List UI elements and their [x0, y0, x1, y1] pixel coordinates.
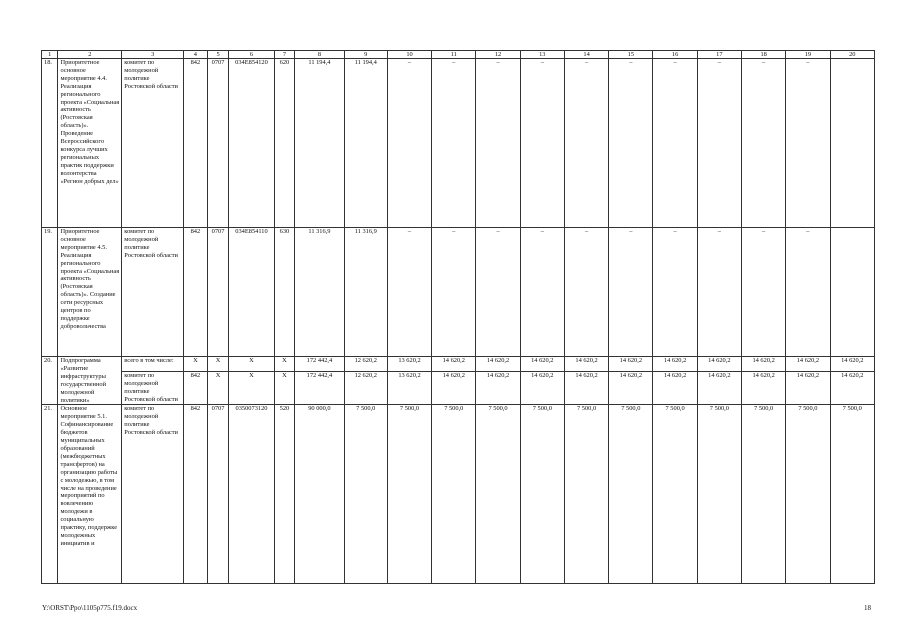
value-cell	[830, 59, 874, 228]
value-cell: 14 620,2	[476, 357, 520, 372]
table-row	[42, 59, 875, 228]
col-header: 12	[476, 51, 520, 59]
budget-table	[41, 50, 875, 584]
col-header: 19	[786, 51, 830, 59]
page-number: 18	[864, 604, 871, 612]
row-number: 18.	[42, 59, 58, 228]
value-cell: 12 620,2	[344, 357, 387, 372]
value-cell: 7 500,0	[520, 405, 564, 584]
col-header: 14	[564, 51, 608, 59]
value-cell: –	[742, 228, 786, 357]
col-header: 7	[274, 51, 295, 59]
rzpr-code: 0707	[207, 59, 229, 228]
value-cell: –	[786, 228, 830, 357]
value-cell: 14 620,2	[742, 372, 786, 405]
col-header: 2	[58, 51, 122, 59]
csr-code: X	[229, 357, 274, 372]
vr-code: 630	[274, 228, 295, 357]
value-cell: 7 500,0	[609, 405, 653, 584]
value-cell: 14 620,2	[564, 372, 608, 405]
value-cell: 14 620,2	[609, 372, 653, 405]
header-row	[42, 51, 875, 59]
value-cell: 172 442,4	[295, 372, 344, 405]
value-cell: –	[520, 59, 564, 228]
table-row	[42, 357, 875, 372]
vr-code: X	[274, 357, 295, 372]
table-row	[42, 372, 875, 405]
value-cell: –	[609, 59, 653, 228]
csr-code: 034E854120	[229, 59, 274, 228]
rzpr-code: 0707	[207, 405, 229, 584]
col-header: 11	[432, 51, 476, 59]
grbs-code: X	[184, 357, 208, 372]
value-cell: –	[742, 59, 786, 228]
grbs-code: 842	[184, 59, 208, 228]
value-cell: 90 000,0	[295, 405, 344, 584]
value-cell: 14 620,2	[432, 372, 476, 405]
value-cell: 7 500,0	[742, 405, 786, 584]
value-cell: –	[786, 59, 830, 228]
vr-code: X	[274, 372, 295, 405]
vr-code: 620	[274, 59, 295, 228]
value-cell: 14 620,2	[432, 357, 476, 372]
file-path: Y:\ORST\Ppo\1105p775.f19.docx	[42, 604, 138, 612]
grbs-code: 842	[184, 228, 208, 357]
value-cell: –	[387, 228, 431, 357]
measure-name: Подпрограмма «Развитие инфраструктуры государственной молодежной политики»	[58, 357, 122, 405]
col-header: 17	[697, 51, 741, 59]
value-cell: 7 500,0	[476, 405, 520, 584]
col-header: 16	[653, 51, 697, 59]
value-cell: 13 620,2	[387, 357, 431, 372]
value-cell: –	[476, 59, 520, 228]
value-cell: 14 620,2	[786, 357, 830, 372]
row-number: 21.	[42, 405, 58, 584]
executor: всего в том числе:	[122, 357, 184, 372]
value-cell: 14 620,2	[786, 372, 830, 405]
value-cell: 13 620,2	[387, 372, 431, 405]
value-cell: –	[432, 59, 476, 228]
value-cell: 14 620,2	[520, 372, 564, 405]
value-cell: 11 194,4	[295, 59, 344, 228]
row-number: 20.	[42, 357, 58, 405]
value-cell: 7 500,0	[432, 405, 476, 584]
vr-code: 520	[274, 405, 295, 584]
table-row	[42, 405, 875, 584]
csr-code: 0350073120	[229, 405, 274, 584]
value-cell: –	[432, 228, 476, 357]
col-header: 3	[122, 51, 184, 59]
col-header: 6	[229, 51, 274, 59]
col-header: 10	[387, 51, 431, 59]
value-cell: 14 620,2	[564, 357, 608, 372]
col-header: 20	[830, 51, 874, 59]
col-header: 18	[742, 51, 786, 59]
value-cell: –	[697, 228, 741, 357]
value-cell: 14 620,2	[520, 357, 564, 372]
grbs-code: 842	[184, 372, 208, 405]
value-cell: 172 442,4	[295, 357, 344, 372]
table-row	[42, 228, 875, 357]
csr-code: 034E854110	[229, 228, 274, 357]
value-cell: 14 620,2	[653, 357, 697, 372]
col-header: 1	[42, 51, 58, 59]
col-header: 15	[609, 51, 653, 59]
value-cell: 14 620,2	[830, 357, 874, 372]
col-header: 8	[295, 51, 344, 59]
grbs-code: 842	[184, 405, 208, 584]
executor: комитет по молодежной политике Ростовской области	[122, 228, 184, 357]
value-cell: –	[476, 228, 520, 357]
value-cell: 11 316,9	[344, 228, 387, 357]
rzpr-code: X	[207, 372, 229, 405]
value-cell: 14 620,2	[697, 357, 741, 372]
measure-name: Приоритетное основное мероприятие 4.4. Реализация регионального проекта «Социальная активность (Ростовская область)». Проведение Всероссийского конкурса лучших региональных практик поддержки волонтерства «Регион добрых дел»	[58, 59, 122, 228]
value-cell: 14 620,2	[653, 372, 697, 405]
value-cell: 12 620,2	[344, 372, 387, 405]
value-cell: 7 500,0	[830, 405, 874, 584]
value-cell: 7 500,0	[653, 405, 697, 584]
rzpr-code: 0707	[207, 228, 229, 357]
executor: комитет по молодежной политике Ростовской области	[122, 372, 184, 405]
value-cell: –	[564, 228, 608, 357]
value-cell: 7 500,0	[564, 405, 608, 584]
value-cell: –	[609, 228, 653, 357]
col-header: 4	[184, 51, 208, 59]
value-cell: 14 620,2	[697, 372, 741, 405]
row-number: 19.	[42, 228, 58, 357]
executor: комитет по молодежной политике Ростовской области	[122, 59, 184, 228]
value-cell: –	[653, 228, 697, 357]
value-cell: –	[697, 59, 741, 228]
measure-name: Основное мероприятие 5.1. Софинансирование бюджетов муниципальных образований (межбюджетных трансфертов) на организацию работы с молодежью, в том числе на проведение мероприятий по вовлечению молодежи в социальную практику, поддержке молодежных инициатив и	[58, 405, 122, 584]
value-cell: –	[387, 59, 431, 228]
measure-name: Приоритетное основное мероприятие 4.5. Реализация регионального проекта «Социальная активность (Ростовская область)». Создание сети ресурсных центров по поддержке добровольчества	[58, 228, 122, 357]
value-cell: 14 620,2	[742, 357, 786, 372]
value-cell: –	[564, 59, 608, 228]
value-cell: –	[520, 228, 564, 357]
value-cell: 11 316,9	[295, 228, 344, 357]
value-cell: 14 620,2	[830, 372, 874, 405]
col-header: 13	[520, 51, 564, 59]
value-cell: 7 500,0	[786, 405, 830, 584]
value-cell: 11 194,4	[344, 59, 387, 228]
rzpr-code: X	[207, 357, 229, 372]
value-cell: –	[653, 59, 697, 228]
col-header: 5	[207, 51, 229, 59]
value-cell	[830, 228, 874, 357]
value-cell: 7 500,0	[344, 405, 387, 584]
value-cell: 7 500,0	[387, 405, 431, 584]
executor: комитет по молодежной политике Ростовской области	[122, 405, 184, 584]
value-cell: 7 500,0	[697, 405, 741, 584]
col-header: 9	[344, 51, 387, 59]
csr-code: X	[229, 372, 274, 405]
value-cell: 14 620,2	[476, 372, 520, 405]
value-cell: 14 620,2	[609, 357, 653, 372]
